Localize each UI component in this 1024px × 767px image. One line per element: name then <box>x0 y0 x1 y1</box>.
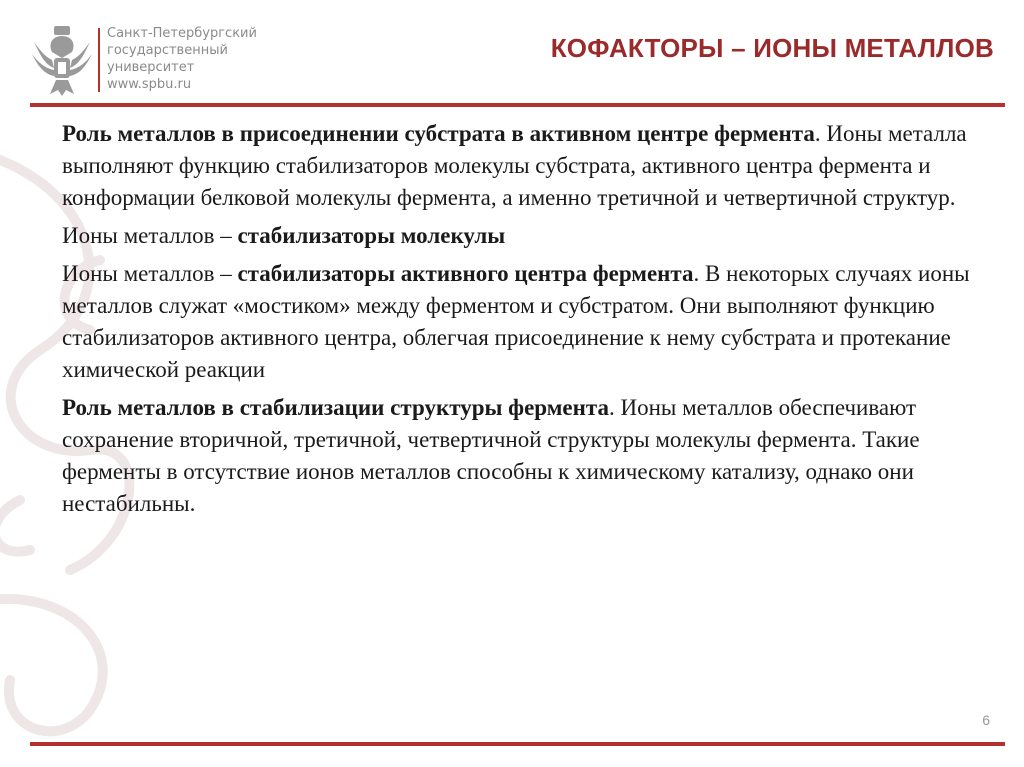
paragraph-3-text: Ионы металлов – <box>62 261 238 286</box>
paragraph-2-text: Ионы металлов – <box>62 223 238 248</box>
page-number: 6 <box>982 712 990 728</box>
paragraph-4-text: . Ионы металлов обеспечивают сохранение вторичной, третичной, четвертичной структуры молекулы фермента. Такие ферменты в отсутствие ионов металлов способны к химическому катализу, однако они нестабильны. <box>62 395 920 516</box>
paragraph-3-rest: . В некоторых случаях ионы металлов служат «мостиком» между ферментом и субстратом. Они выполняют функцию стабилизаторов активного центра, облегчая присоединение к нему субстрата и протекание химической реакции <box>62 261 970 382</box>
paragraph-2-emphasis: стабилизаторы молекулы <box>237 223 506 248</box>
coat-of-arms-icon <box>30 24 94 98</box>
paragraph-1-heading: Роль металлов в присоединении субстрата в активном центре фермента <box>62 121 815 146</box>
paragraph-1-text: . Ионы металла выполняют функцию стабилизаторов молекулы субстрата, активного центра фермента и конформации белковой молекулы фермента, а именно третичной и четвертичной структур. <box>62 121 967 210</box>
paragraph-4-heading: Роль металлов в стабилизации структуры фермента <box>62 395 609 420</box>
university-line-3: университет <box>107 60 195 75</box>
university-line-2: государственный <box>107 43 228 58</box>
university-website-link[interactable]: www.spbu.ru <box>107 77 192 92</box>
paragraph-3 <box>62 258 982 386</box>
paragraph-2 <box>62 220 982 252</box>
university-line-1: Санкт-Петербургский <box>107 26 257 41</box>
header-rule <box>30 103 1005 107</box>
footer-rule <box>30 742 1005 746</box>
paragraph-1 <box>62 118 982 214</box>
slide-title: КОФАКТОРЫ – ИОНЫ МЕТАЛЛОВ <box>550 33 994 63</box>
slide-body <box>62 118 982 526</box>
logo-divider <box>98 28 100 92</box>
university-name <box>107 25 257 93</box>
paragraph-3-emphasis: стабилизаторы активного центра фермента <box>237 261 694 286</box>
paragraph-4 <box>62 392 982 520</box>
